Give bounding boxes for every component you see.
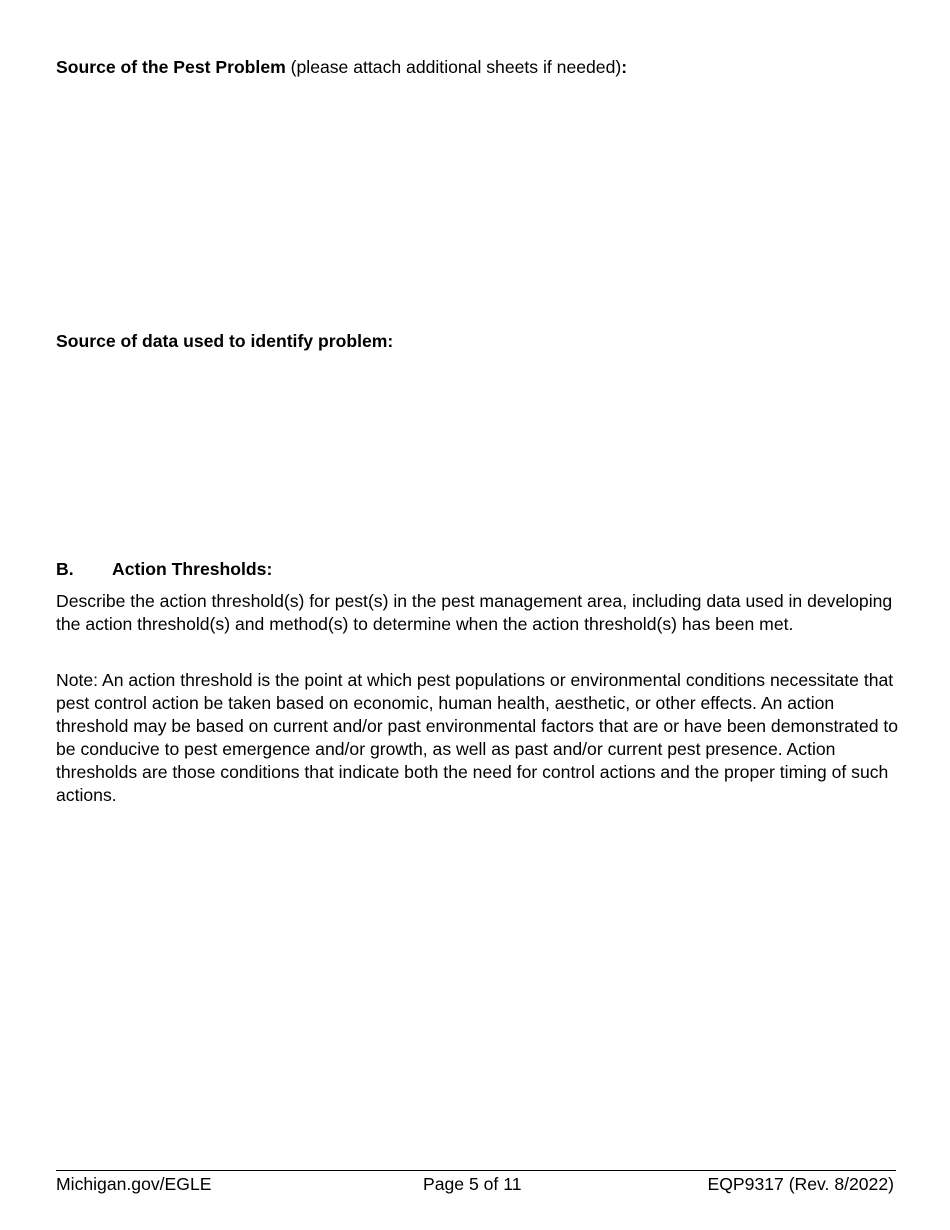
pest-source-label-colon: :	[621, 57, 628, 77]
action-threshold-answer-field[interactable]	[56, 815, 896, 1155]
pest-source-label-bold: Source of the Pest Problem	[56, 57, 286, 77]
pest-source-answer-field[interactable]	[56, 82, 896, 322]
pest-source-label	[56, 57, 627, 78]
data-source-answer-field[interactable]	[56, 356, 896, 546]
footer-divider	[56, 1170, 896, 1171]
footer-page-number: Page 5 of 11	[423, 1174, 522, 1194]
action-threshold-instructions: Describe the action threshold(s) for pest(s) in the pest management area, including data used in developing the action threshold(s) and method(s) to determine when the action threshold(s) has been met.	[56, 591, 893, 634]
section-b-heading	[56, 559, 272, 580]
section-b-title: Action Thresholds:	[112, 559, 273, 579]
pest-source-label-hint: (please attach additional sheets if needed)	[285, 57, 622, 77]
footer-website: Michigan.gov/EGLE	[56, 1174, 212, 1194]
data-source-label: Source of data used to identify problem:	[56, 331, 394, 351]
footer-form-number: EQP9317 (Rev. 8/2022)	[707, 1174, 894, 1194]
section-b-letter: B.	[56, 559, 74, 579]
action-threshold-note: Note: An action threshold is the point at which pest populations or environmental conditions necessitate that pest control action be taken based on economic, human health, aesthetic, or other effects. An action threshold may be based on current and/or past environmental factors that are or have been demonstrated to be conducive to pest emergence and/or growth, as well as past and/or current pest presence. Action thresholds are those conditions that indicate both the need for control actions and the proper timing of such actions.	[56, 670, 899, 805]
